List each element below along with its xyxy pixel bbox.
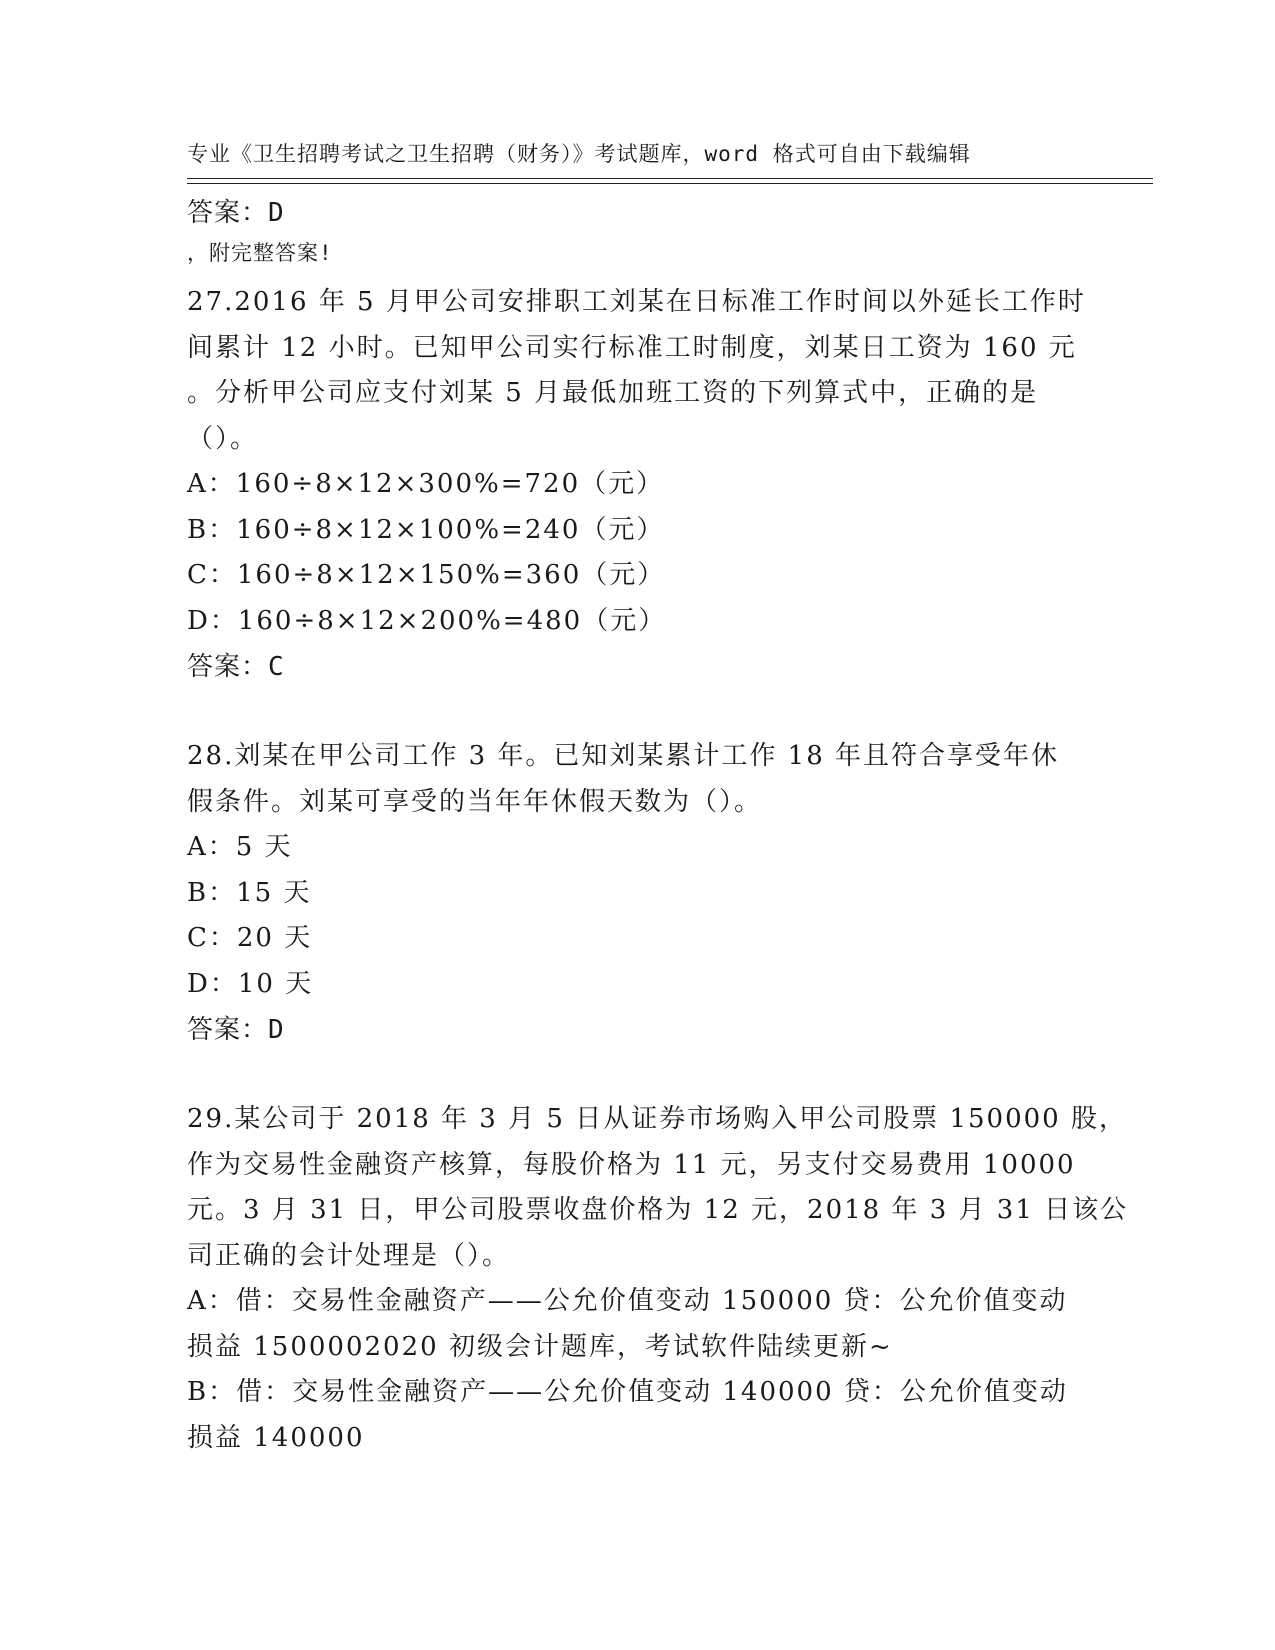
option-a: A：借：交易性金融资产——公允价值变动 150000 贷：公允价值变动	[187, 1286, 1068, 1316]
option-c: C：20 天	[187, 923, 313, 953]
spacer	[187, 236, 1087, 280]
option-a-continued: 损益 1500002020 初级会计题库，考试软件陆续更新~	[187, 1331, 893, 1362]
question-28	[187, 734, 1087, 1053]
question-stem-line: 假条件。刘某可享受的当年年休假天数为（）。	[187, 786, 763, 817]
option-b: B：160÷8×12×100%=240（元）	[187, 514, 665, 545]
question-stem-line: 司正确的会计处理是（）。	[187, 1240, 511, 1271]
header-title-line-1: 专业《卫生招聘考试之卫生招聘（财务）》考试题库，word 格式可自由下载编辑	[187, 142, 971, 166]
option-a: A：160÷8×12×300%=720（元）	[187, 469, 665, 499]
question-stem-line: 间累计 12 小时。已知甲公司实行标准工时制度，刘某日工资为 160 元	[187, 332, 1077, 363]
question-stem-line: 28.刘某在甲公司工作 3 年。已知刘某累计工作 18 年且符合享受年休	[187, 741, 1060, 771]
option-c: C：160÷8×12×150%=360（元）	[187, 560, 666, 590]
option-a: A：5 天	[187, 832, 293, 862]
question-stem-line: （）。	[187, 423, 259, 454]
question-stem-line: 作为交易性金融资产核算，每股价格为 11 元，另支付交易费用 10000	[187, 1149, 1076, 1180]
answer-q28: 答案：D	[187, 1015, 285, 1045]
header-divider-bottom	[187, 183, 1153, 184]
question-stem-line: 29.某公司于 2018 年 3 月 5 日从证券市场购入甲公司股票 150000 股，	[187, 1104, 1127, 1134]
option-d: D：160÷8×12×200%=480（元）	[187, 605, 667, 636]
option-d: D：10 天	[187, 968, 314, 999]
question-29	[187, 1097, 1129, 1461]
question-stem-line: 元。3 月 31 日，甲公司股票收盘价格为 12 元，2018 年 3 月 31 日该公	[187, 1195, 1129, 1225]
option-b-continued: 损益 140000	[187, 1422, 365, 1453]
header-divider-top	[187, 178, 1153, 179]
option-b: B：借：交易性金融资产——公允价值变动 140000 贷：公允价值变动	[187, 1377, 1068, 1407]
answer-q27: 答案：C	[187, 652, 285, 682]
question-stem-line: 27.2016 年 5 月甲公司安排职工刘某在日标准工作时间以外延长工作时	[187, 287, 1086, 317]
header-title-line-2: ，附完整答案!	[187, 241, 333, 265]
option-b: B：15 天	[187, 877, 312, 908]
question-stem-line: 。分析甲公司应支付刘某 5 月最低加班工资的下列算式中，正确的是	[187, 378, 1039, 408]
question-list	[187, 190, 1129, 1461]
spacer	[187, 1053, 1087, 1097]
spacer	[187, 690, 1087, 734]
question-27	[187, 280, 1087, 690]
answer-q26: 答案：D	[187, 198, 285, 228]
